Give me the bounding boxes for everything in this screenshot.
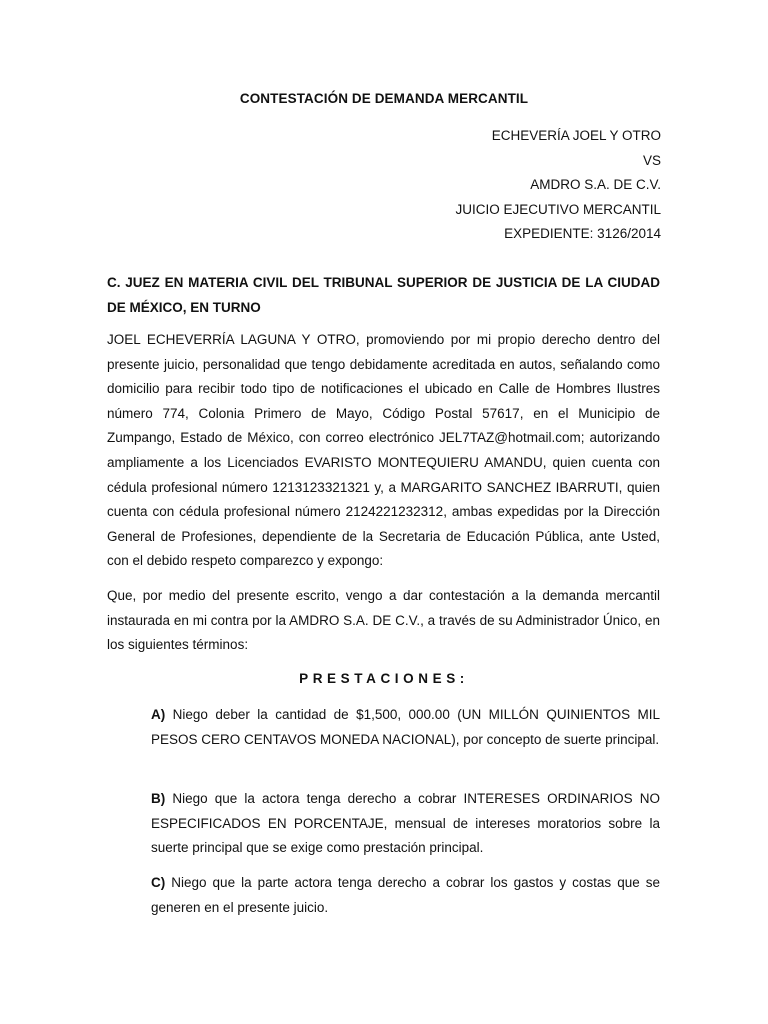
case-versus: VS <box>642 152 661 168</box>
list-item <box>151 703 660 752</box>
intro-paragraph: JOEL ECHEVERRÍA LAGUNA Y OTRO, promoviendo por mi propio derecho dentro del presente juicio, personalidad que tengo debidamente acreditada en autos, señalando como domicilio para recibir todo tipo de notificaciones el ubicado en Calle de Hombres Ilustres número 774, Colonia Primero de Mayo, Código Postal 57617, en el Municipio de Zumpango, Estado de México, con correo electrónico JEL7TAZ@hotmail.com; autorizando ampliamente a los Licenciados EVARISTO MONTEQUIERU AMANDU, quien cuenta con cédula profesional número 1213123321321 y, a MARGARITO SANCHEZ IBARRUTI, quien cuenta con cédula profesional número 2124221232312, ambas expedidas por la Dirección General de Profesiones, dependiente de la Secretaria de Educación Pública, ante Usted, con el debido respeto comparezco y expongo: <box>107 332 660 569</box>
case-header <box>455 124 661 247</box>
item-letter: A) <box>151 707 166 722</box>
section-title-prestaciones: PRESTACIONES: <box>299 671 469 686</box>
addressee: C. JUEZ EN MATERIA CIVIL DEL TRIBUNAL SUPERIOR DE JUSTICIA DE LA CIUDAD DE MÉXICO, EN TURNO <box>107 275 660 315</box>
item-text: Niego que la actora tenga derecho a cobrar INTERESES ORDINARIOS NO ESPECIFICADOS EN PORCENTAJE, mensual de intereses moratorios sobre la suerte principal que se exige como prestación principal. <box>151 791 660 856</box>
case-parties-defendant: AMDRO S.A. DE C.V. <box>530 177 661 193</box>
document-title: CONTESTACIÓN DE DEMANDA MERCANTIL <box>239 91 529 106</box>
list-item <box>151 871 660 920</box>
case-parties-plaintiff: ECHEVERÍA JOEL Y OTRO <box>491 128 661 143</box>
case-type: JUICIO EJECUTIVO MERCANTIL <box>455 201 661 217</box>
case-file-number: EXPEDIENTE: 3126/2014 <box>504 226 661 242</box>
item-text: Niego que la parte actora tenga derecho a cobrar los gastos y costas que se generen en el presente juicio. <box>151 875 660 915</box>
item-letter: B) <box>151 791 166 806</box>
item-text: Niego deber la cantidad de $1,500, 000.00 (UN MILLÓN QUINIENTOS MIL PESOS CERO CENTAVOS MONEDA NACIONAL), por concepto de suerte principal. <box>151 707 660 747</box>
response-paragraph: Que, por medio del presente escrito, vengo a dar contestación a la demanda mercantil instaurada en mi contra por la AMDRO S.A. DE C.V., a través de su Administrador Único, en los siguientes términos: <box>107 588 660 653</box>
item-letter: C) <box>151 875 166 890</box>
list-item <box>151 787 660 861</box>
